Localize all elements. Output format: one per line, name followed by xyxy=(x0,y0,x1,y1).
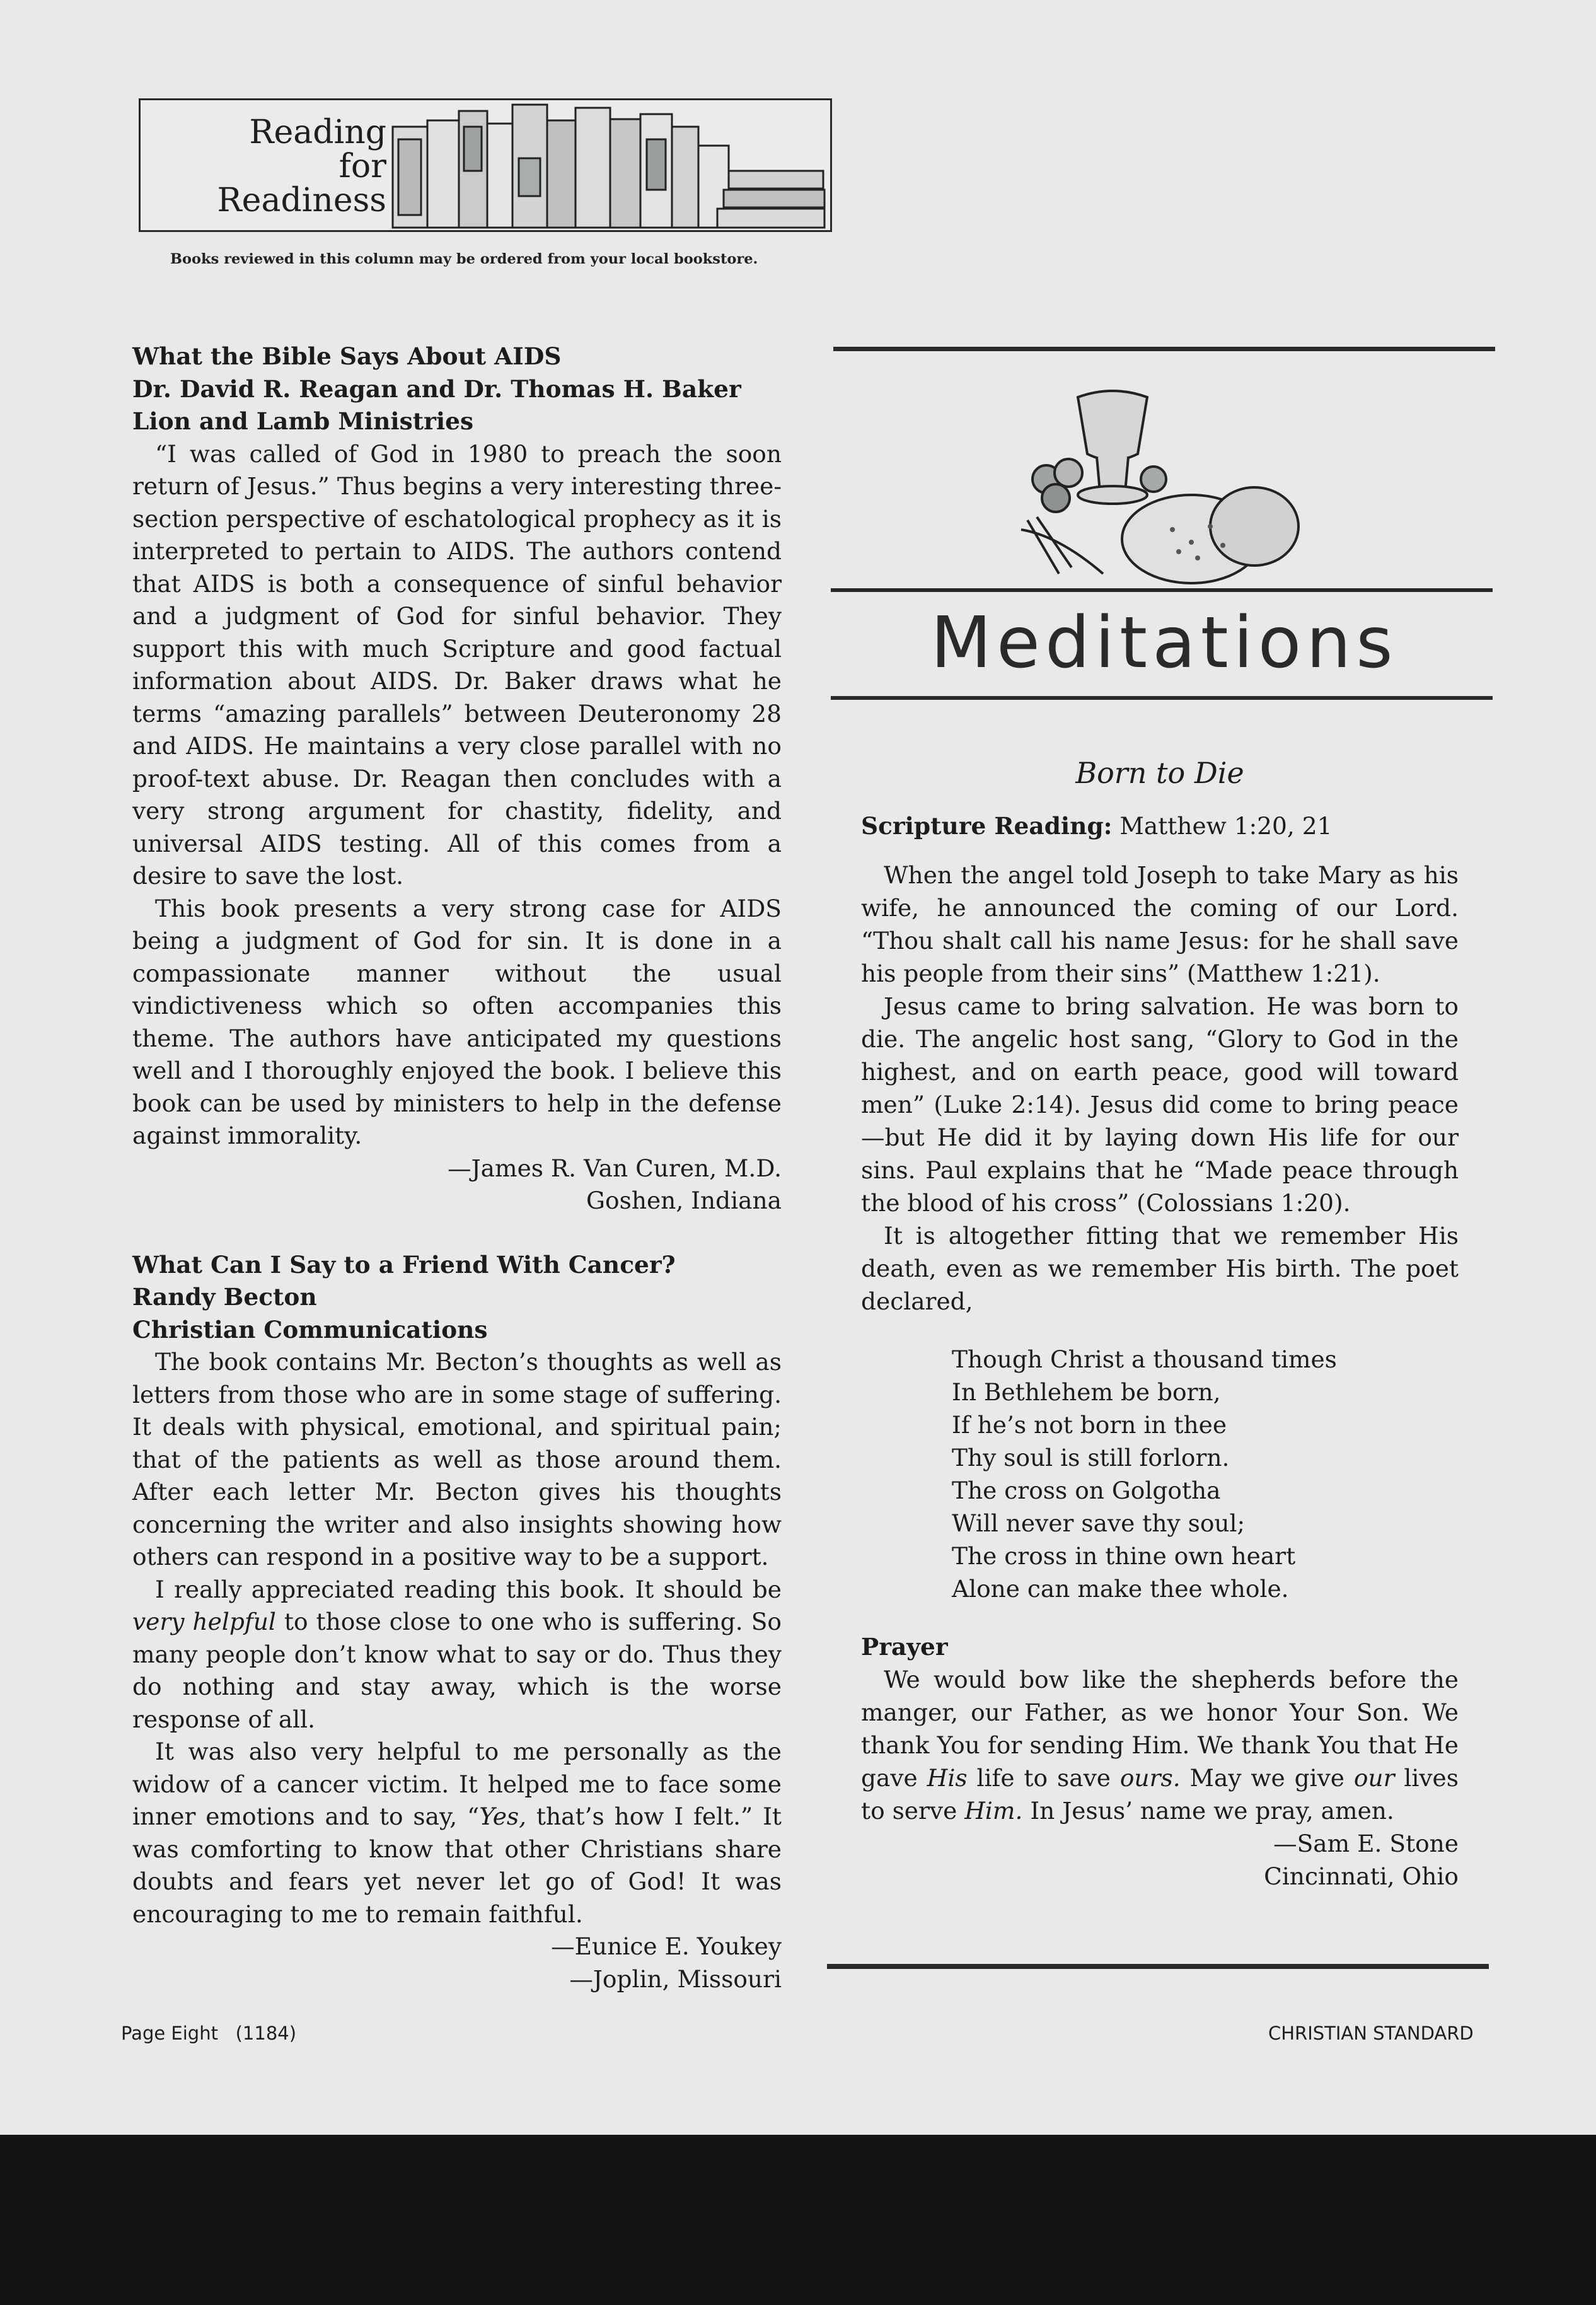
reviewer-location: —Joplin, Missouri xyxy=(569,1965,782,1993)
review-title: What the Bible Says About AIDS xyxy=(132,342,562,370)
review-what-the-bible-says xyxy=(132,340,782,1217)
meditation-subtitle: Born to Die xyxy=(1075,756,1244,790)
poem-line: Alone can make thee whole. xyxy=(952,1575,1289,1603)
scripture-reference: Matthew 1:20, 21 xyxy=(1112,812,1333,840)
title-line-1: Reading xyxy=(249,113,386,151)
review-paragraph: “I was called of God in 1980 to preach the soon return of Jesus.” Thus begins a very interesting three-section perspective of eschatological prophecy as it is interpreted to pertain to AIDS. The authors contend that AIDS is both a consequence of sinful behavior and a judgment of God for sinful behavior. They support this with much Scripture and good factual information about AIDS. Dr. Baker draws what he terms “amazing parallels” between Deuteronomy 28 and AIDS. He maintains a very close parallel with no proof-text abuse. Dr. Reagan then concludes with a very strong argument for chastity, fidelity, and universal AIDS testing. All of this comes from a desire to save the lost. xyxy=(132,439,782,890)
meditations-title: Meditations xyxy=(930,602,1398,684)
poem-line: If he’s not born in thee xyxy=(952,1411,1227,1439)
reviews-column xyxy=(132,340,782,1995)
review-authors: Dr. David R. Reagan and Dr. Thomas H. Baker xyxy=(132,374,741,403)
publication-name: CHRISTIAN STANDARD xyxy=(1268,2023,1474,2044)
column-title xyxy=(159,115,386,218)
poem-line: The cross in thine own heart xyxy=(952,1542,1296,1570)
prayer-paragraph: We would bow like the shepherds before the manger, our Father, as we honor Your Son. We thank You for sending Him. We thank You that He gave His life to save ours. May we give our lives to serve Him. In Jesus’ name we pray, amen. xyxy=(861,1666,1459,1825)
poem-line: In Bethlehem be born, xyxy=(952,1378,1221,1406)
review-paragraph: This book presents a very strong case for AIDS being a judgment of God for sin. It is done in a compassionate manner without the usual vindictiveness which so often accompanies this theme. The authors have anticipated my questions well and I thoroughly enjoyed the book. I believe this book can be used by ministers to help in the defense against immorality. xyxy=(132,894,782,1149)
prayer-heading: Prayer xyxy=(861,1633,948,1661)
poem-line: Though Christ a thousand times xyxy=(952,1345,1337,1373)
reviewer-name: —Eunice E. Youkey xyxy=(551,1932,782,1960)
poem xyxy=(861,1343,1459,1605)
review-paragraph: It was also very helpful to me personally as the widow of a cancer victim. It helped me to face some inner emotions and to say, “Yes, that’s how I felt.” It was comforting to know that other Christians share doubts and fears yet never let go of God! It was encouraging to me to remain faithful. xyxy=(132,1738,782,1928)
bookshelf-illustration-icon xyxy=(390,102,831,231)
review-paragraph: The book contains Mr. Becton’s thoughts as well as letters from those who are in some stage of suffering. It deals with physical, emotional, and spiritual pain; that of the patients as well as those around them. After each letter Mr. Becton gives his thoughts concerning the writer and also insights showing how others can respond in a positive way to be a support. xyxy=(132,1348,782,1571)
reading-for-readiness-header xyxy=(139,98,832,232)
rule-divider xyxy=(827,1964,1489,1969)
rule-divider xyxy=(831,588,1493,592)
meditation-paragraph: When the angel told Joseph to take Mary as his wife, he announced the coming of our Lord. “Thou shalt call his name Jesus: for he shall save his people from their sins” (Matthew 1:21). xyxy=(861,861,1459,987)
review-publisher: Christian Communications xyxy=(132,1315,488,1344)
poem-line: Will never save thy soul; xyxy=(952,1509,1246,1537)
review-publisher: Lion and Lamb Ministries xyxy=(132,407,474,435)
title-line-3: Readiness xyxy=(217,182,386,219)
author-location: Cincinnati, Ohio xyxy=(1264,1862,1459,1890)
review-paragraph: I really appreciated reading this book. It should be very helpful to those close to one who is suffering. So many people don’t know what to say or do. Thus they do nothing and stay away, which is the worse response of all. xyxy=(132,1575,782,1733)
review-title: What Can I Say to a Friend With Cancer? xyxy=(132,1250,676,1279)
meditation-paragraph: It is altogether fitting that we remember His death, even as we remember His birth. The poet declared, xyxy=(861,1222,1459,1315)
rule-divider xyxy=(833,347,1495,351)
title-line-2: for xyxy=(338,148,386,185)
meditation-paragraph: Jesus came to bring salvation. He was born to die. The angelic host sang, “Glory to God in the highest, and on earth peace, good will toward men” (Luke 2:14). Jesus did come to bring peace—but He did it by laying down His life for our sins. Paul explains that he “Made peace through the blood of his cross” (Colossians 1:20). xyxy=(861,992,1459,1217)
review-author: Randy Becton xyxy=(132,1283,317,1311)
poem-line: The cross on Golgotha xyxy=(952,1477,1221,1504)
author-name: —Sam E. Stone xyxy=(1273,1830,1459,1857)
poem-line: Thy soul is still forlorn. xyxy=(952,1444,1230,1472)
reviewer-name: —James R. Van Curen, M.D. xyxy=(448,1154,782,1182)
cup-bread-grapes-illustration-icon xyxy=(1009,385,1305,586)
background-surface xyxy=(0,2135,1596,2305)
scripture-reading xyxy=(861,810,1459,842)
review-friend-with-cancer xyxy=(132,1249,782,1996)
page-number: Page Eight (1184) xyxy=(121,2023,297,2044)
ordering-note: Books reviewed in this column may be ordered from your local bookstore. xyxy=(170,251,758,267)
reviewer-location: Goshen, Indiana xyxy=(586,1187,782,1214)
meditations-column xyxy=(861,754,1459,1893)
rule-divider xyxy=(831,696,1493,700)
scripture-label: Scripture Reading: xyxy=(861,812,1113,840)
